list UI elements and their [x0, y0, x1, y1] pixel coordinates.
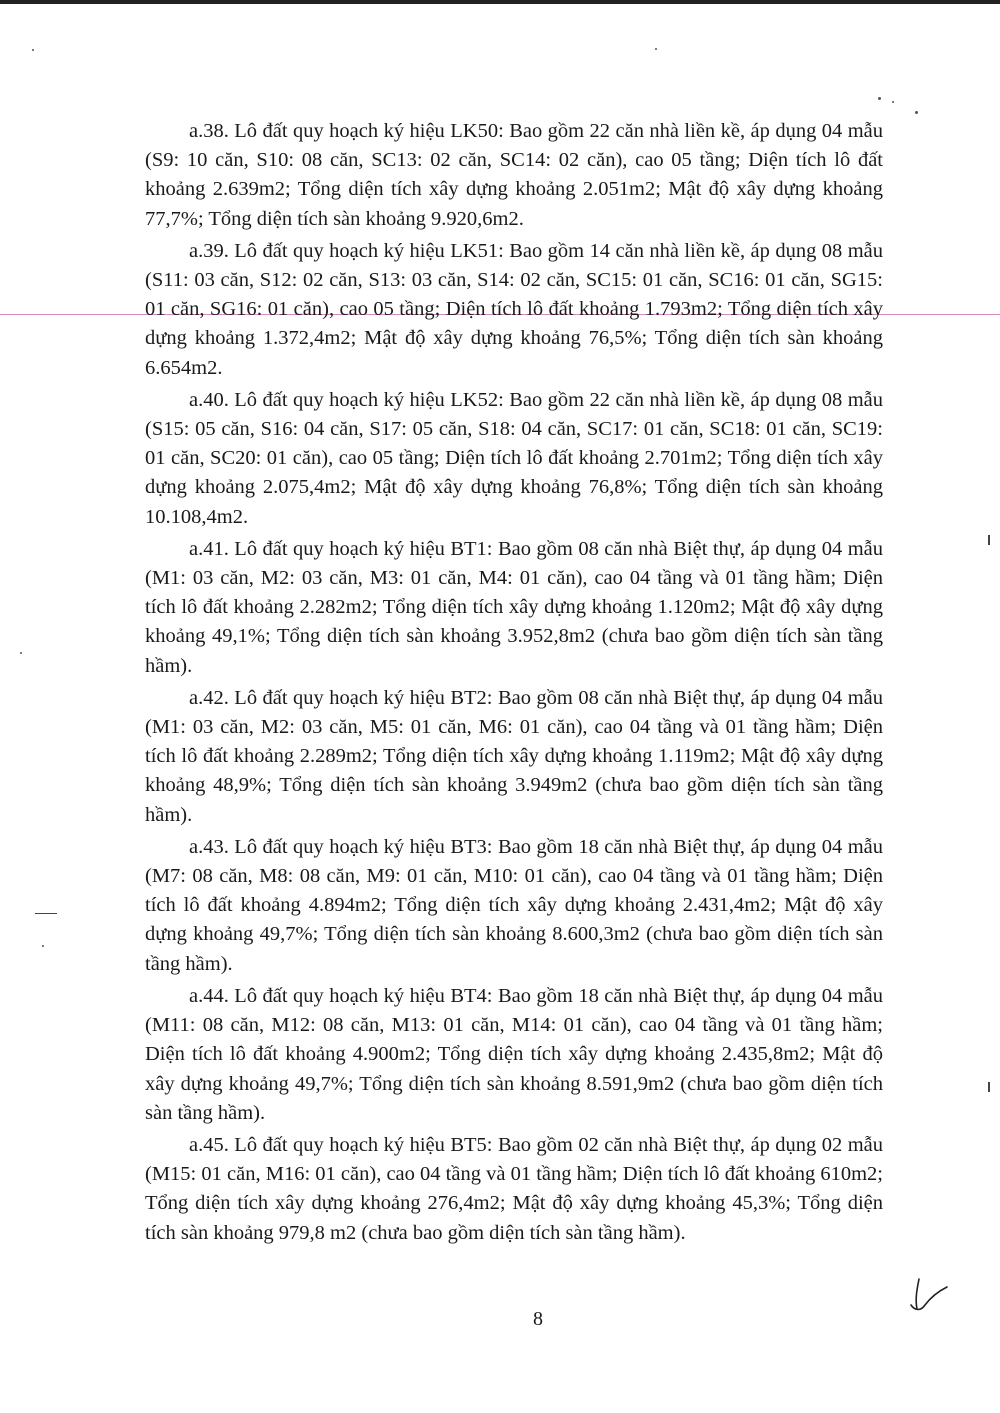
scan-edge-mark — [35, 913, 57, 914]
scan-speck — [878, 97, 881, 100]
scan-top-border — [0, 0, 1000, 4]
paragraph-a40: a.40. Lô đất quy hoạch ký hiệu LK52: Bao gồm 22 căn nhà liền kề, áp dụng 08 mẫu (S15: 05 căn, S16: 04 căn, S17: 05 căn, S18: 04 căn, SC17: 01 căn, SC18: 01 căn, SC19: 01 căn, SC20: 01 căn), cao 05 tầng; Diện tích lô đất khoảng 2.701m2; Tổng diện tích xây dựng khoảng 2.075,4m2; Mật độ xây dựng khoảng 76,8%; Tổng diện tích sàn khoảng 10.108,4m2. — [145, 388, 883, 528]
scan-speck — [655, 48, 657, 50]
scan-speck — [20, 652, 22, 654]
paragraph-a38: a.38. Lô đất quy hoạch ký hiệu LK50: Bao gồm 22 căn nhà liền kề, áp dụng 04 mẫu (S9: 10 căn, S10: 08 căn, SC13: 02 căn, SC14: 02 căn), cao 05 tầng; Diện tích lô đất khoảng 2.639m2; Tổng diện tích xây dựng khoảng 2.051m2; Mật độ xây dựng khoảng 77,7%; Tổng diện tích sàn khoảng 9.920,6m2. — [145, 120, 883, 230]
scan-speck — [32, 49, 34, 51]
paragraph-a44: a.44. Lô đất quy hoạch ký hiệu BT4: Bao gồm 18 căn nhà Biệt thự, áp dụng 04 mẫu (M11: 08 căn, M12: 08 căn, M13: 01 căn, M14: 01 căn), cao 04 tầng và 01 tầng hầm; Diện tích lô đất khoảng 4.900m2; Tổng diện tích xây dựng khoảng 2.435,8m2; Mật độ xây dựng khoảng 49,7%; Tổng diện tích sàn khoảng 8.591,9m2 (chưa bao gồm diện tích sàn tầng hầm). — [145, 984, 883, 1124]
paragraph-a39: a.39. Lô đất quy hoạch ký hiệu LK51: Bao gồm 14 căn nhà liền kề, áp dụng 08 mẫu (S11: 03 căn, S12: 02 căn, S13: 03 căn, S14: 02 căn, SC15: 01 căn, SC16: 01 căn, SG15: 01 căn, SG16: 01 căn), cao 05 tầng; Diện tích lô đất khoảng 1.793m2; Tổng diện tích xây dựng khoảng 1.372,4m2; Mật độ xây dựng khoảng 76,5%; Tổng diện tích sàn khoảng 6.654m2. — [145, 239, 883, 379]
scan-speck — [915, 111, 918, 114]
page-number: 8 — [533, 1308, 543, 1330]
scan-edge-mark — [988, 1082, 990, 1092]
scan-speck — [42, 945, 44, 947]
paragraph-a41: a.41. Lô đất quy hoạch ký hiệu BT1: Bao gồm 08 căn nhà Biệt thự, áp dụng 04 mẫu (M1: 03 căn, M2: 03 căn, M3: 01 căn, M4: 01 căn), cao 04 tầng và 01 tầng hầm; Diện tích lô đất khoảng 2.282m2; Tổng diện tích xây dựng khoảng 1.120m2; Mật độ xây dựng khoảng 49,1%; Tổng diện tích sàn khoảng 3.952,8m2 (chưa bao gồm diện tích sàn tầng hầm). — [145, 537, 883, 677]
scan-speck — [892, 101, 894, 103]
scan-edge-mark — [988, 535, 990, 545]
document-body — [145, 117, 883, 1251]
paragraph-a43: a.43. Lô đất quy hoạch ký hiệu BT3: Bao gồm 18 căn nhà Biệt thự, áp dụng 04 mẫu (M7: 08 căn, M8: 08 căn, M9: 01 căn, M10: 01 căn), cao 04 tầng và 01 tầng hầm; Diện tích lô đất khoảng 4.894m2; Tổng diện tích xây dựng khoảng 2.431,4m2; Mật độ xây dựng khoảng 49,7%; Tổng diện tích sàn khoảng 8.600,3m2 (chưa bao gồm diện tích sàn tầng hầm). — [145, 835, 883, 975]
paragraph-a42: a.42. Lô đất quy hoạch ký hiệu BT2: Bao gồm 08 căn nhà Biệt thự, áp dụng 04 mẫu (M1: 03 căn, M2: 03 căn, M5: 01 căn, M6: 01 căn), cao 04 tầng và 01 tầng hầm; Diện tích lô đất khoảng 2.289m2; Tổng diện tích xây dựng khoảng 1.119m2; Mật độ xây dựng khoảng 48,9%; Tổng diện tích sàn khoảng 3.949m2 (chưa bao gồm diện tích sàn tầng hầm). — [145, 686, 883, 826]
paragraph-a45: a.45. Lô đất quy hoạch ký hiệu BT5: Bao gồm 02 căn nhà Biệt thự, áp dụng 02 mẫu (M15: 01 căn, M16: 01 căn), cao 04 tầng và 01 tầng hầm; Diện tích lô đất khoảng 610m2; Tổng diện tích xây dựng khoảng 276,4m2; Mật độ xây dựng khoảng 45,3%; Tổng diện tích sàn khoảng 979,8 m2 (chưa bao gồm diện tích sàn tầng hầm). — [145, 1133, 883, 1244]
